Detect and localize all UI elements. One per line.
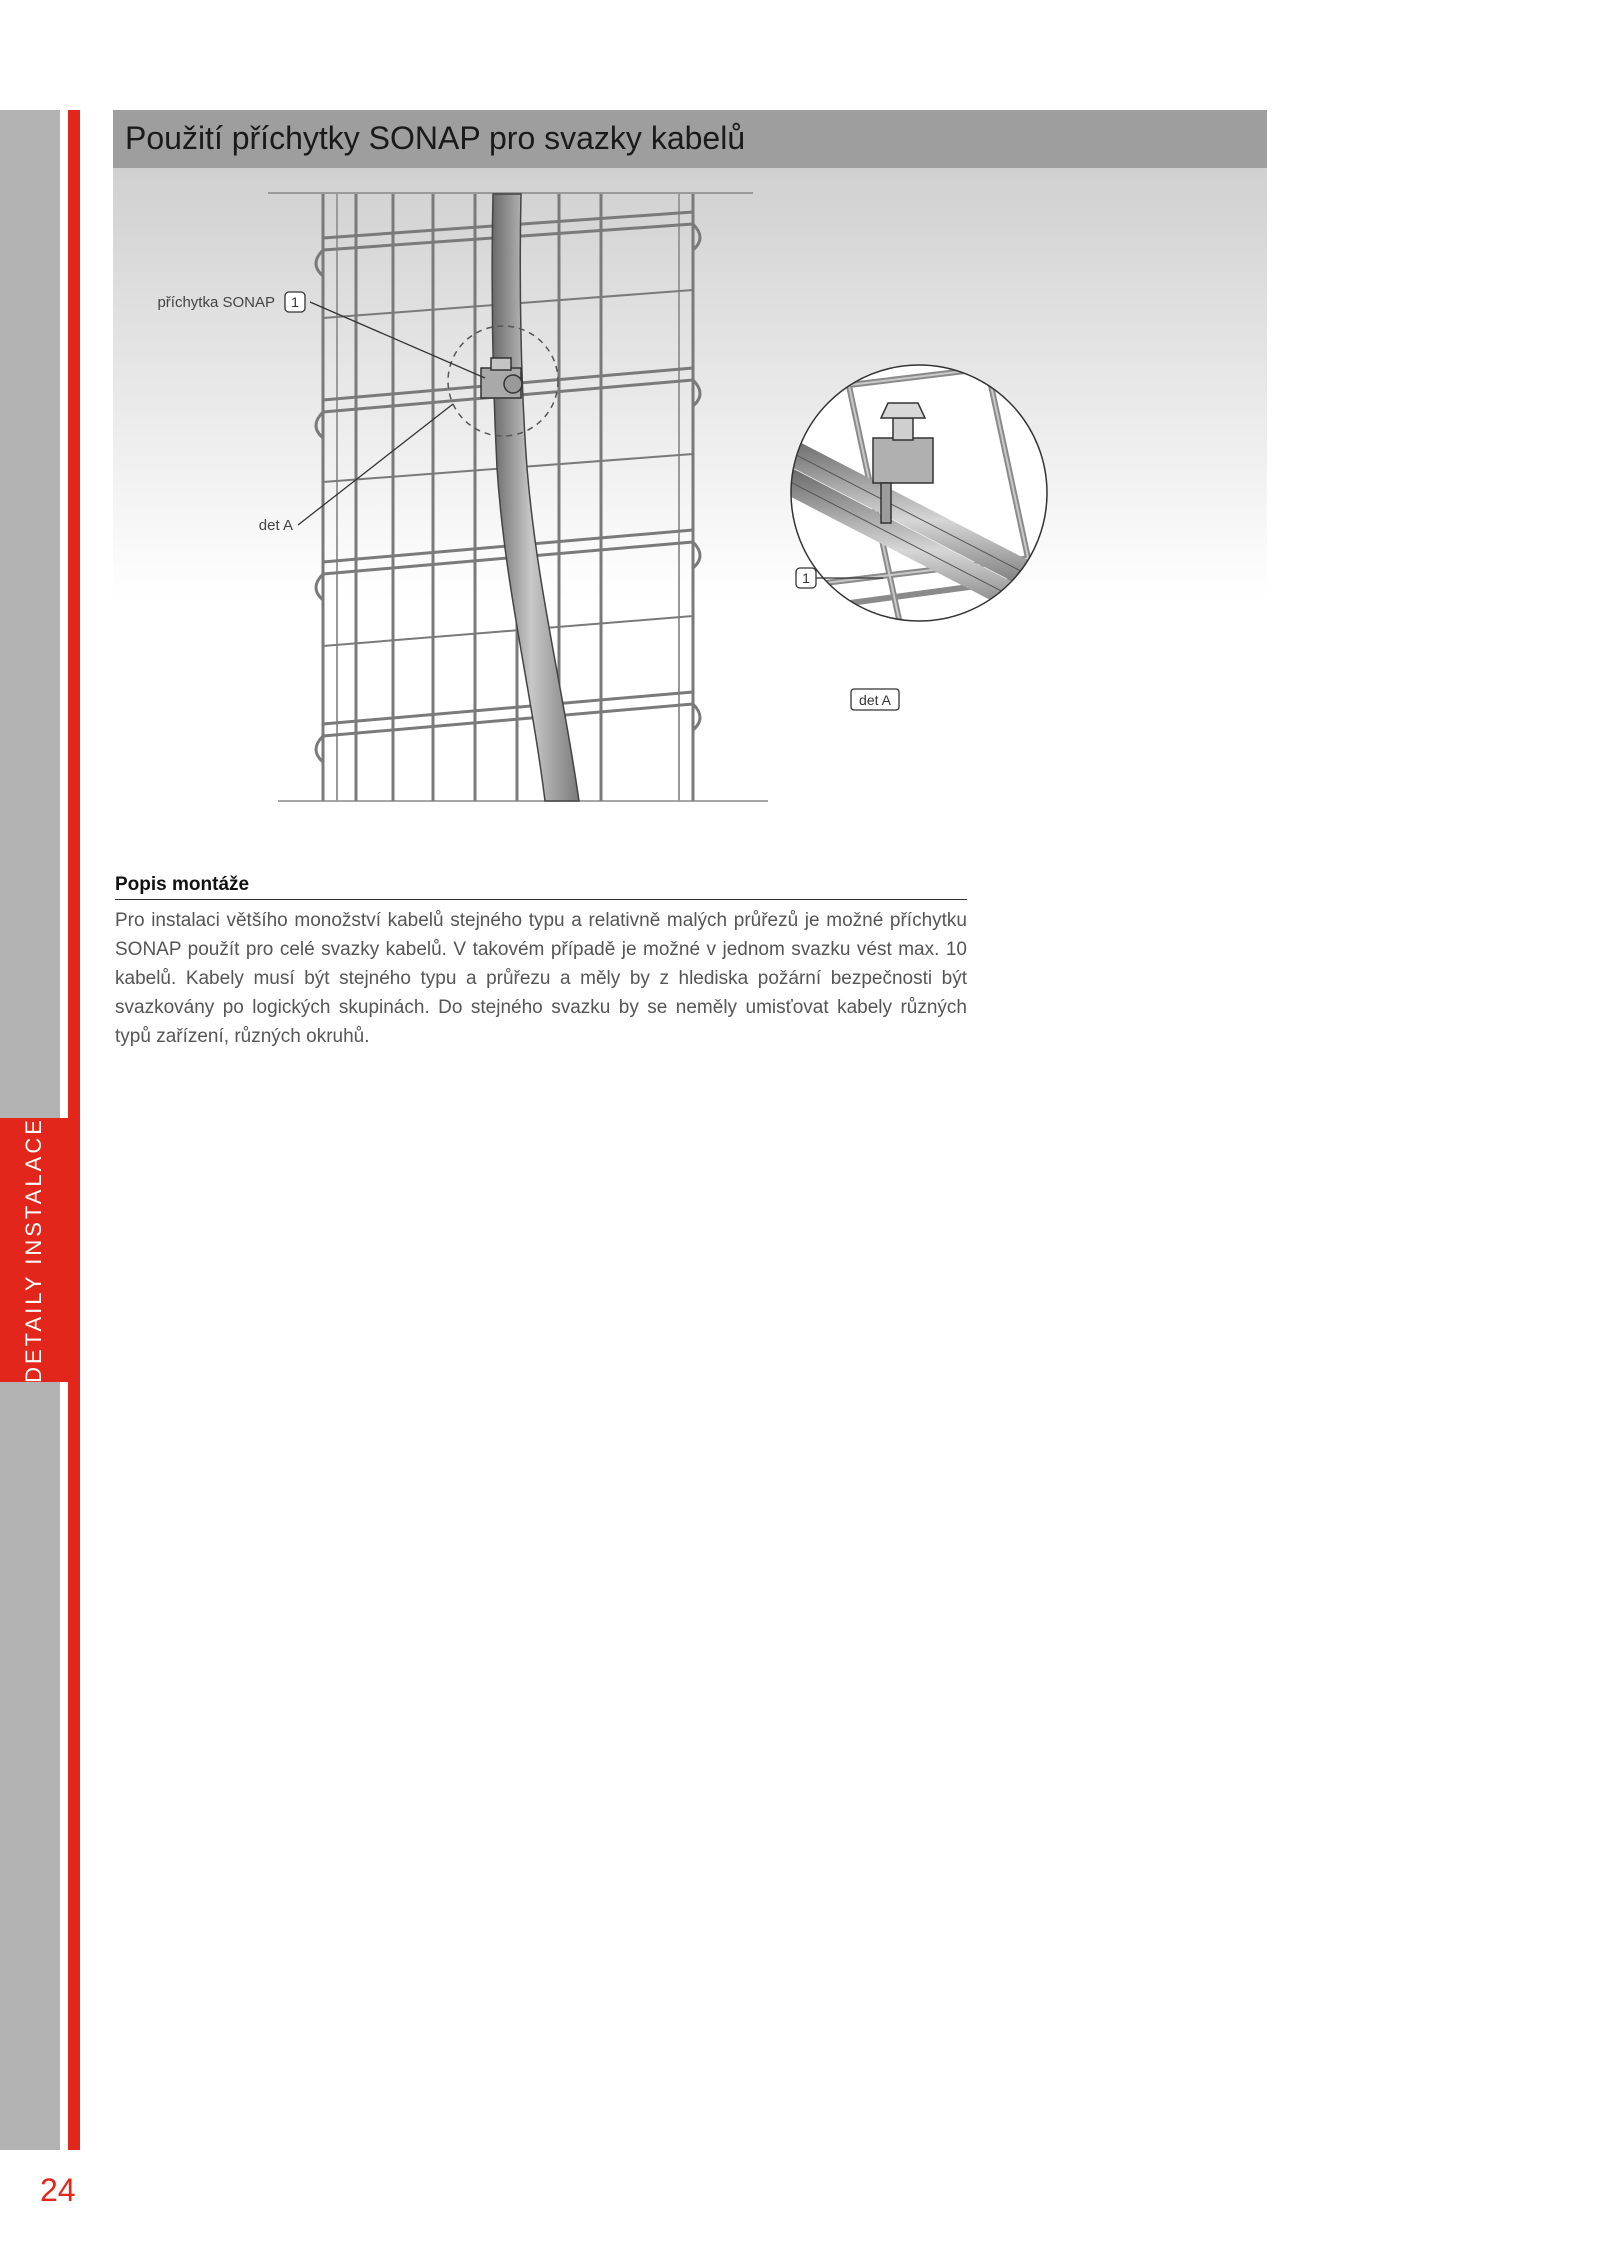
- section-tab-label: DETAILY INSTALACE: [21, 1117, 46, 1383]
- section-heading: Popis montáže: [115, 874, 967, 900]
- callout-clip-number: 1: [291, 294, 299, 310]
- page-title: Použití příchytky SONAP pro svazky kabelů: [125, 120, 746, 156]
- callout-detail-label: det A: [258, 517, 293, 534]
- section-body: Pro instalaci většího monožství kabelů stejného typu a relativně malých průřezů je možné příchytku SONAP použít pro celé svazky kabelů. V takovém případě je možné v jednom svazku vést max. 10 kabelů. Kabely musí být stejného typu a průřezu a měly by z hlediska požární bezpečnosti být svazkovány po logických skupinách. Do stejného svazku by se neměly umisťovat kabely různých typů zařízení, různých okruhů.: [115, 910, 967, 1047]
- callout-clip-label: příchytka SONAP: [157, 294, 275, 311]
- title-bar: [113, 110, 1267, 168]
- installation-figure: [113, 168, 1267, 808]
- sidebar-red-strip: [68, 110, 80, 2150]
- page-number: 24: [40, 2172, 76, 2208]
- detail-view-label: det A: [859, 692, 891, 708]
- assembly-section: [115, 874, 967, 1051]
- detail-callout-number: 1: [802, 570, 810, 586]
